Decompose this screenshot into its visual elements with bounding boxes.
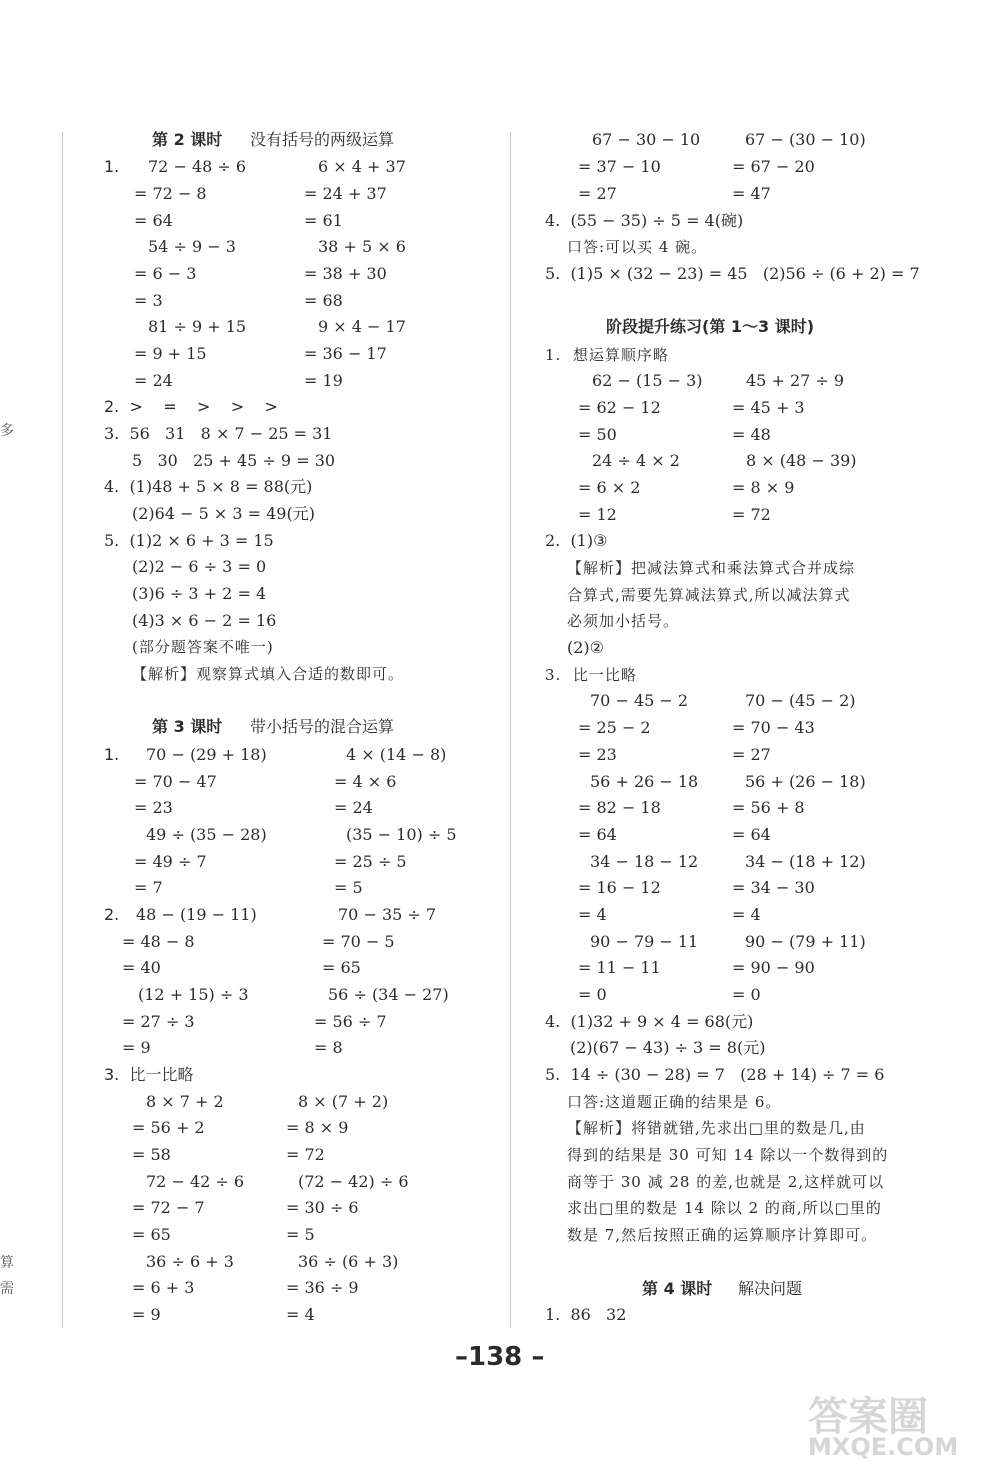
section-subtitle: 带小括号的混合运算	[250, 717, 395, 736]
answer-line: 1. 想运算顺序略	[545, 346, 669, 364]
expression: 72 − 42 ÷ 6	[146, 1172, 245, 1191]
step: = 5	[286, 1225, 315, 1244]
step: = 56 ÷ 7	[314, 1012, 387, 1031]
step: = 25 − 2	[578, 718, 651, 737]
section-subtitle: 解决问题	[738, 1279, 803, 1298]
step: = 27 ÷ 3	[122, 1012, 195, 1031]
expression: 49 ÷ (35 − 28)	[146, 825, 267, 844]
expression: 70 − 35 ÷ 7	[338, 905, 437, 924]
step: = 45 + 3	[732, 398, 805, 417]
answer-line: 4. (1)32 + 9 × 4 = 68(元)	[545, 1012, 754, 1031]
analysis: 得到的结果是 30 可知 14 除以一个数得到的	[567, 1146, 889, 1164]
expression: 67 − 30 − 10	[592, 130, 701, 149]
step: = 56 + 8	[732, 798, 805, 817]
step: = 50	[578, 425, 617, 444]
expression: 8 × (7 + 2)	[298, 1092, 389, 1111]
edge-fragment: 多	[0, 423, 14, 439]
step: = 4 × 6	[334, 772, 397, 791]
answer-line: (3)6 ÷ 3 + 2 = 4	[132, 584, 267, 603]
expression: 62 − (15 − 3)	[592, 371, 703, 390]
answer-line: 5. 14 ÷ (30 − 28) = 7 (28 + 14) ÷ 7 = 6	[545, 1065, 885, 1084]
step: = 16 − 12	[578, 878, 661, 897]
step: = 23	[134, 798, 173, 817]
step: = 61	[304, 211, 343, 230]
step: = 62 − 12	[578, 398, 661, 417]
answer-line: 4. (1)48 + 5 × 8 = 88(元)	[104, 477, 313, 496]
expression: 48 − (19 − 11)	[136, 905, 257, 924]
step: = 0	[732, 985, 761, 1004]
answer-line: 3. 56 31 8 × 7 − 25 = 31	[104, 424, 333, 443]
answer-line: 1. 86 32	[545, 1305, 627, 1324]
watermark-url: MXQE.COM	[808, 1433, 959, 1461]
step: = 6 − 3	[134, 264, 197, 283]
expression: 24 ÷ 4 × 2	[592, 451, 680, 470]
expression: 36 ÷ 6 + 3	[146, 1252, 234, 1271]
page-number: –138 –	[455, 1342, 545, 1372]
step: = 8 × 9	[732, 478, 795, 497]
question-number: 1.	[104, 745, 120, 764]
step: = 48 − 8	[122, 932, 195, 951]
step: = 64	[732, 825, 771, 844]
answer-line: 5. (1)2 × 6 + 3 = 15	[104, 531, 274, 550]
expression: 4 × (14 − 8)	[346, 745, 447, 764]
edge-fragment: 需	[0, 1281, 14, 1297]
step: = 24 + 37	[304, 184, 387, 203]
expression: 54 ÷ 9 − 3	[148, 237, 236, 256]
step: = 47	[732, 184, 771, 203]
step: = 6 + 3	[132, 1278, 195, 1297]
expression: (12 + 15) ÷ 3	[138, 985, 249, 1004]
step: = 48	[732, 425, 771, 444]
step: = 19	[304, 371, 343, 390]
analysis: 【解析】将错就错,先求出□里的数是几,由	[567, 1119, 866, 1137]
step: = 37 − 10	[578, 157, 661, 176]
answer-line: 2. (1)③	[545, 531, 608, 550]
center-column-divider	[510, 132, 511, 1327]
expression: 56 + 26 − 18	[590, 772, 699, 791]
step: = 9 + 15	[134, 344, 207, 363]
answer-line: (2)2 − 6 ÷ 3 = 0	[132, 557, 267, 576]
step: = 5	[334, 878, 363, 897]
expression: 70 − 45 − 2	[590, 691, 689, 710]
step: = 72	[732, 505, 771, 524]
analysis: 必须加小括号。	[567, 612, 680, 630]
left-column-divider	[62, 132, 63, 1327]
step: = 4	[286, 1305, 315, 1324]
question-number: 1.	[104, 157, 120, 176]
step: = 72	[286, 1145, 325, 1164]
step: = 34 − 30	[732, 878, 815, 897]
step: = 6 × 2	[578, 478, 641, 497]
section-title: 第 3 课时	[152, 717, 223, 736]
analysis: 【解析】观察算式填入合适的数即可。	[132, 665, 405, 683]
step: = 82 − 18	[578, 798, 661, 817]
question-number: 2.	[104, 905, 120, 924]
step: = 25 ÷ 5	[334, 852, 407, 871]
step: = 9	[132, 1305, 161, 1324]
answer-line: 口答:可以买 4 碗。	[567, 238, 708, 256]
step: = 9	[122, 1038, 151, 1057]
step: = 12	[578, 505, 617, 524]
step: = 58	[132, 1145, 171, 1164]
step: = 38 + 30	[304, 264, 387, 283]
answer-line: 4. (55 − 35) ÷ 5 = 4(碗)	[545, 211, 744, 230]
step: = 90 − 90	[732, 958, 815, 977]
step: = 64	[134, 211, 173, 230]
step: = 27	[578, 184, 617, 203]
step: = 72 − 8	[134, 184, 207, 203]
analysis: 数是 7,然后按照正确的运算顺序计算即可。	[567, 1226, 878, 1244]
expression: 38 + 5 × 6	[318, 237, 406, 256]
step: = 64	[578, 825, 617, 844]
expression: 34 − 18 − 12	[590, 852, 699, 871]
step: = 49 ÷ 7	[134, 852, 207, 871]
step: = 24	[334, 798, 373, 817]
step: = 11 − 11	[578, 958, 661, 977]
answer-line: (2)(67 − 43) ÷ 3 = 8(元)	[570, 1038, 766, 1057]
answer-line: (2)64 − 5 × 3 = 49(元)	[132, 504, 315, 523]
section-title: 阶段提升练习(第 1～3 课时)	[606, 317, 815, 336]
expression: 8 × (48 − 39)	[746, 451, 857, 470]
step: = 7	[134, 878, 163, 897]
answer-line: 口答:这道题正确的结果是 6。	[567, 1093, 782, 1111]
section-title: 第 4 课时	[642, 1279, 713, 1298]
step: = 36 − 17	[304, 344, 387, 363]
analysis: 求出□里的数是 14 除以 2 的商,所以□里的	[567, 1199, 882, 1217]
step: = 40	[122, 958, 161, 977]
step: = 36 ÷ 9	[286, 1278, 359, 1297]
expression: 8 × 7 + 2	[146, 1092, 224, 1111]
expression: 34 − (18 + 12)	[745, 852, 866, 871]
step: = 72 − 7	[132, 1198, 205, 1217]
expression: 67 − (30 − 10)	[745, 130, 866, 149]
step: = 68	[304, 291, 343, 310]
step: = 8 × 9	[286, 1118, 349, 1137]
expression: 56 ÷ (34 − 27)	[328, 985, 449, 1004]
expression: 70 − (45 − 2)	[745, 691, 856, 710]
expression: 56 + (26 − 18)	[745, 772, 866, 791]
note: (部分题答案不唯一)	[132, 638, 274, 656]
step: = 65	[322, 958, 361, 977]
step: = 67 − 20	[732, 157, 815, 176]
step: = 23	[578, 745, 617, 764]
analysis: 【解析】把减法算式和乘法算式合并成综	[567, 559, 856, 577]
expression: 90 − (79 + 11)	[745, 932, 866, 951]
answer-line: (2)②	[567, 638, 605, 657]
step: = 70 − 47	[134, 772, 217, 791]
answer-line: 3. 比一比略	[104, 1065, 194, 1084]
analysis: 商等于 30 减 28 的差,也就是 2,这样就可以	[567, 1173, 885, 1191]
expression: (72 − 42) ÷ 6	[298, 1172, 409, 1191]
expression: 9 × 4 − 17	[318, 317, 406, 336]
answer-line: 3. 比一比略	[545, 666, 637, 684]
section-title: 第 2 课时	[152, 130, 223, 149]
expression: 45 + 27 ÷ 9	[746, 371, 845, 390]
answer-line: (4)3 × 6 − 2 = 16	[132, 611, 277, 630]
expression: 81 ÷ 9 + 15	[148, 317, 247, 336]
step: = 0	[578, 985, 607, 1004]
step: = 8	[314, 1038, 343, 1057]
expression: 36 ÷ (6 + 3)	[298, 1252, 399, 1271]
step: = 70 − 5	[322, 932, 395, 951]
expression: 72 − 48 ÷ 6	[148, 157, 247, 176]
step: = 24	[134, 371, 173, 390]
watermark-logo: 答案圈	[808, 1394, 928, 1440]
step: = 27	[732, 745, 771, 764]
edge-fragment: 算	[0, 1255, 14, 1271]
section-subtitle: 没有括号的两级运算	[250, 130, 395, 149]
step: = 4	[732, 905, 761, 924]
step: = 65	[132, 1225, 171, 1244]
expression: (35 − 10) ÷ 5	[346, 825, 457, 844]
answer-line: 5. (1)5 × (32 − 23) = 45 (2)56 ÷ (6 + 2) = 7	[545, 264, 920, 283]
step: = 3	[134, 291, 163, 310]
step: = 30 ÷ 6	[286, 1198, 359, 1217]
answer-line: 5 30 25 + 45 ÷ 9 = 30	[132, 451, 336, 470]
step: = 4	[578, 905, 607, 924]
step: = 70 − 43	[732, 718, 815, 737]
answer-line: 2. > = > > >	[104, 397, 278, 416]
expression: 90 − 79 − 11	[590, 932, 699, 951]
expression: 6 × 4 + 37	[318, 157, 406, 176]
step: = 56 + 2	[132, 1118, 205, 1137]
expression: 70 − (29 + 18)	[146, 745, 267, 764]
analysis: 合算式,需要先算减法算式,所以减法算式	[567, 586, 851, 604]
